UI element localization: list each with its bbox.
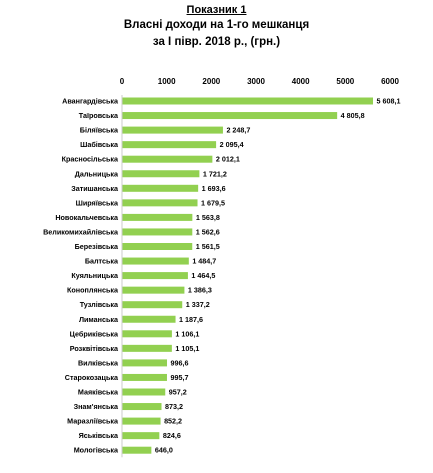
bar bbox=[123, 141, 217, 148]
bar bbox=[123, 185, 199, 192]
bar bbox=[123, 301, 183, 308]
data-label: 1 106,1 bbox=[175, 329, 200, 339]
data-label: 5 608,1 bbox=[376, 96, 401, 106]
category-label: Вилківська bbox=[77, 358, 118, 368]
category-label: Куяльницька bbox=[71, 271, 118, 281]
data-label: 1 484,7 bbox=[192, 256, 217, 266]
category-label: Новокальчевська bbox=[55, 212, 118, 222]
category-label: Маразліївська bbox=[67, 416, 118, 426]
bar bbox=[123, 447, 152, 454]
category-label: Таїровська bbox=[78, 111, 118, 121]
bar bbox=[123, 287, 185, 294]
category-label: Цебриківська bbox=[69, 329, 118, 339]
data-label: 2 095,4 bbox=[219, 140, 244, 150]
bar bbox=[123, 316, 176, 323]
data-label: 1 464,5 bbox=[191, 271, 216, 281]
data-label: 1 679,5 bbox=[201, 198, 226, 208]
category-label: Затишанська bbox=[71, 183, 118, 193]
x-tick-label: 1000 bbox=[157, 77, 176, 86]
bar bbox=[123, 403, 162, 410]
category-label: Красносільська bbox=[61, 154, 118, 164]
bar bbox=[123, 214, 193, 221]
category-label: Розквітівська bbox=[69, 343, 118, 353]
bar bbox=[123, 330, 172, 337]
bar bbox=[123, 199, 198, 206]
bar bbox=[123, 112, 338, 119]
category-label: Великомихайлівська bbox=[43, 227, 118, 237]
data-label: 1 693,6 bbox=[201, 183, 226, 193]
category-label: Мологівська bbox=[73, 445, 118, 455]
data-label: 646,0 bbox=[154, 445, 173, 455]
data-label: 2 248,7 bbox=[226, 125, 251, 135]
category-label: Маяківська bbox=[77, 387, 118, 397]
category-label: Старокозацька bbox=[64, 372, 118, 382]
chart-title-line-1: Показник 1 bbox=[186, 4, 247, 16]
category-label: Знам'янська bbox=[73, 402, 118, 412]
category-label: Лиманська bbox=[78, 314, 118, 324]
category-label: Тузлівська bbox=[79, 300, 118, 310]
data-label: 852,2 bbox=[164, 416, 183, 426]
data-label: 1 187,6 bbox=[179, 314, 204, 324]
data-label: 1 386,3 bbox=[187, 285, 212, 295]
data-label: 1 561,5 bbox=[195, 242, 220, 251]
category-label: Біляївська bbox=[79, 125, 118, 135]
category-label: Березівська bbox=[74, 242, 118, 251]
data-label: 873,2 bbox=[165, 402, 184, 412]
data-label: 1 563,8 bbox=[195, 212, 220, 222]
category-label: Балтська bbox=[84, 256, 118, 266]
x-tick-label: 6000 bbox=[381, 77, 399, 86]
data-label: 1 105,1 bbox=[175, 343, 200, 353]
bar bbox=[123, 258, 189, 265]
x-tick-label: 5000 bbox=[336, 77, 355, 86]
bar bbox=[123, 98, 373, 105]
bar bbox=[123, 170, 200, 177]
bar bbox=[123, 389, 166, 396]
bar bbox=[123, 272, 188, 279]
bar bbox=[123, 432, 160, 439]
data-label: 996,6 bbox=[170, 358, 189, 368]
x-tick-label: 0 bbox=[119, 77, 125, 86]
category-label: Яськівська bbox=[78, 431, 118, 441]
bar bbox=[123, 418, 161, 425]
data-label: 995,7 bbox=[170, 372, 189, 382]
category-label: Шабівська bbox=[80, 140, 118, 150]
data-label: 957,2 bbox=[168, 387, 187, 397]
bar bbox=[123, 127, 223, 134]
data-label: 4 805,8 bbox=[340, 111, 365, 121]
bar bbox=[123, 374, 167, 381]
data-label: 1 562,6 bbox=[195, 227, 220, 237]
data-label: 1 337,2 bbox=[185, 300, 210, 310]
data-label: 2 012,1 bbox=[215, 154, 240, 164]
category-label: Коноплянська bbox=[67, 285, 118, 295]
x-tick-label: 3000 bbox=[247, 77, 265, 86]
bar bbox=[123, 243, 193, 250]
bar bbox=[123, 359, 168, 366]
data-label: 824,6 bbox=[162, 431, 181, 441]
data-label: 1 721,2 bbox=[202, 169, 227, 179]
bar bbox=[123, 228, 193, 235]
bar bbox=[123, 156, 213, 163]
x-tick-label: 2000 bbox=[202, 77, 221, 86]
x-tick-label: 4000 bbox=[291, 77, 310, 86]
chart-title-line-2: Власні доходи на 1-го мешканця bbox=[123, 19, 310, 31]
category-label: Авангардівська bbox=[62, 96, 118, 106]
bar bbox=[123, 345, 172, 352]
category-label: Ширяївська bbox=[75, 198, 118, 208]
chart-title-line-3: за І півр. 2018 р., (грн.) bbox=[152, 36, 281, 48]
category-label: Дальницька bbox=[74, 169, 118, 179]
